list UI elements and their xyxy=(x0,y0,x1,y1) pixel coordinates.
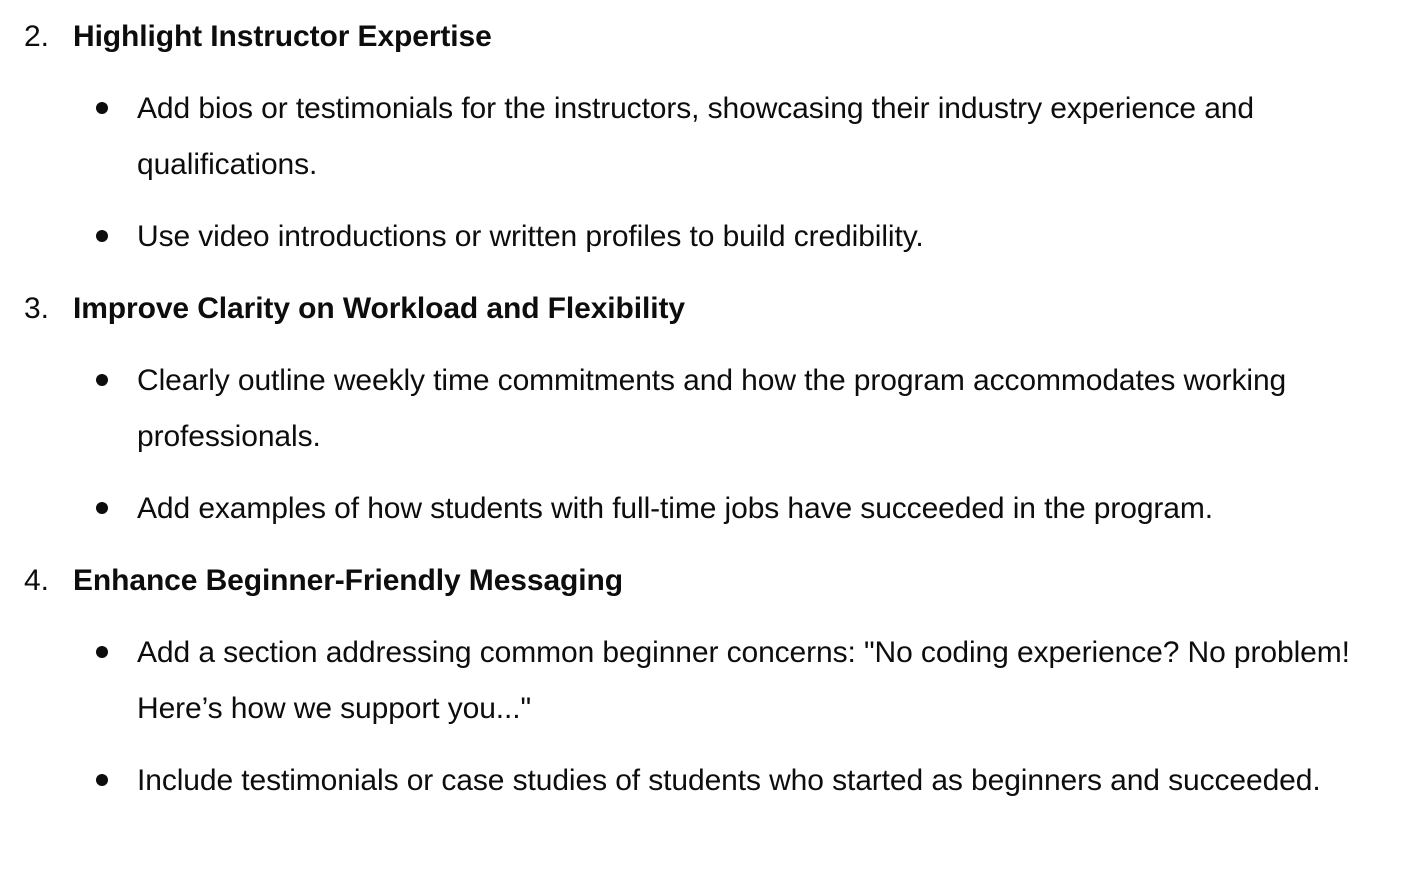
list-item: Include testimonials or case studies of students who started as beginners and succeeded. xyxy=(137,764,1321,797)
bullet-icon xyxy=(96,374,108,386)
list-number: 3. xyxy=(24,292,50,325)
list-item: Add bios or testimonials for the instructors, showcasing their industry experience and qualifications. xyxy=(137,92,1254,181)
list-item: Clearly outline weekly time commitments and how the program accommodates working professionals. xyxy=(137,364,1287,453)
list-item: Add a section addressing common beginner concerns: "No coding experience? No problem! Here’s how we support you..." xyxy=(137,636,1350,725)
list-item: Use video introductions or written profiles to build credibility. xyxy=(137,220,924,253)
section-heading: Improve Clarity on Workload and Flexibility xyxy=(73,292,685,325)
bullet-icon xyxy=(96,646,108,658)
list-number: 4. xyxy=(24,564,50,597)
section-heading: Enhance Beginner-Friendly Messaging xyxy=(73,564,623,597)
list-number: 2. xyxy=(24,20,50,53)
bullet-icon xyxy=(96,774,108,786)
bullet-icon xyxy=(96,502,108,514)
bullet-icon xyxy=(96,230,108,242)
list-item: Add examples of how students with full-time jobs have succeeded in the program. xyxy=(137,492,1214,525)
bullet-icon xyxy=(96,102,108,114)
section-heading: Highlight Instructor Expertise xyxy=(73,20,492,53)
